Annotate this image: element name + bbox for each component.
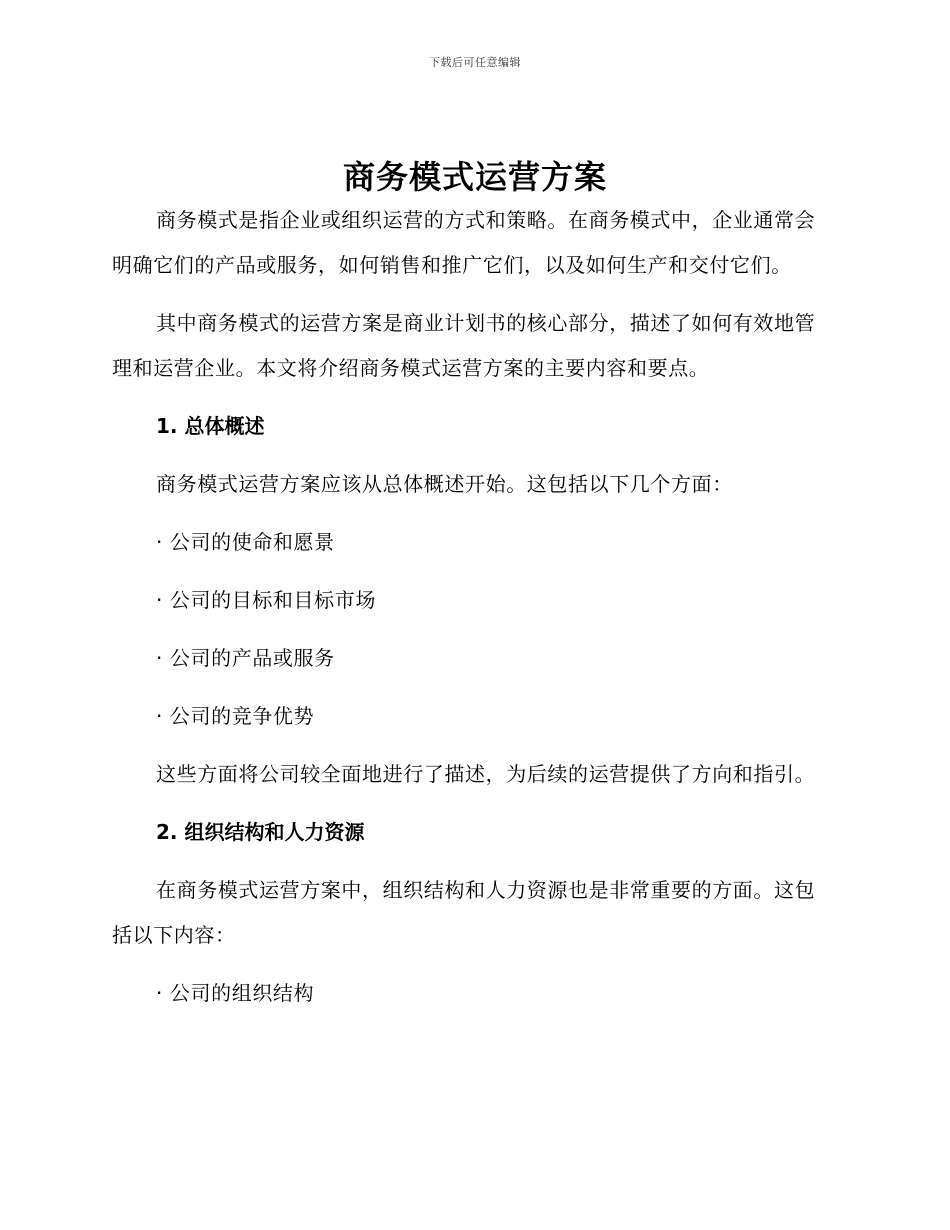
section-2-lead: 在商务模式运营方案中，组织结构和人力资源也是非常重要的方面。这包括以下内容： xyxy=(112,878,816,947)
section-1-lead: 商务模式运营方案应该从总体概述开始。这包括以下几个方面： xyxy=(156,472,733,496)
bullet-item: · 公司的产品或服务 xyxy=(156,646,335,670)
document-title: 商务模式运营方案 xyxy=(342,158,607,196)
intro-paragraph-1: 商务模式是指企业或组织运营的方式和策略。在商务模式中，企业通常会明确它们的产品或服务，如何销售和推广它们，以及如何生产和交付它们。 xyxy=(112,208,816,277)
bullet-item: · 公司的竞争优势 xyxy=(156,704,315,728)
section-1-heading: 1. 总体概述 xyxy=(156,414,265,438)
bullet-item: · 公司的目标和目标市场 xyxy=(156,588,376,612)
intro-paragraph-2: 其中商务模式的运营方案是商业计划书的核心部分，描述了如何有效地管理和运营企业。本文将介绍商务模式运营方案的主要内容和要点。 xyxy=(112,311,816,380)
bullet-item: · 公司的组织结构 xyxy=(156,981,315,1005)
bullet-item: · 公司的使命和愿景 xyxy=(156,530,335,554)
section-2-heading: 2. 组织结构和人力资源 xyxy=(156,820,365,844)
document-body xyxy=(112,198,834,1029)
section-1-closing: 这些方面将公司较全面地进行了描述，为后续的运营提供了方向和指引。 xyxy=(156,762,816,786)
header-note: 下载后可任意编辑 xyxy=(429,56,521,69)
